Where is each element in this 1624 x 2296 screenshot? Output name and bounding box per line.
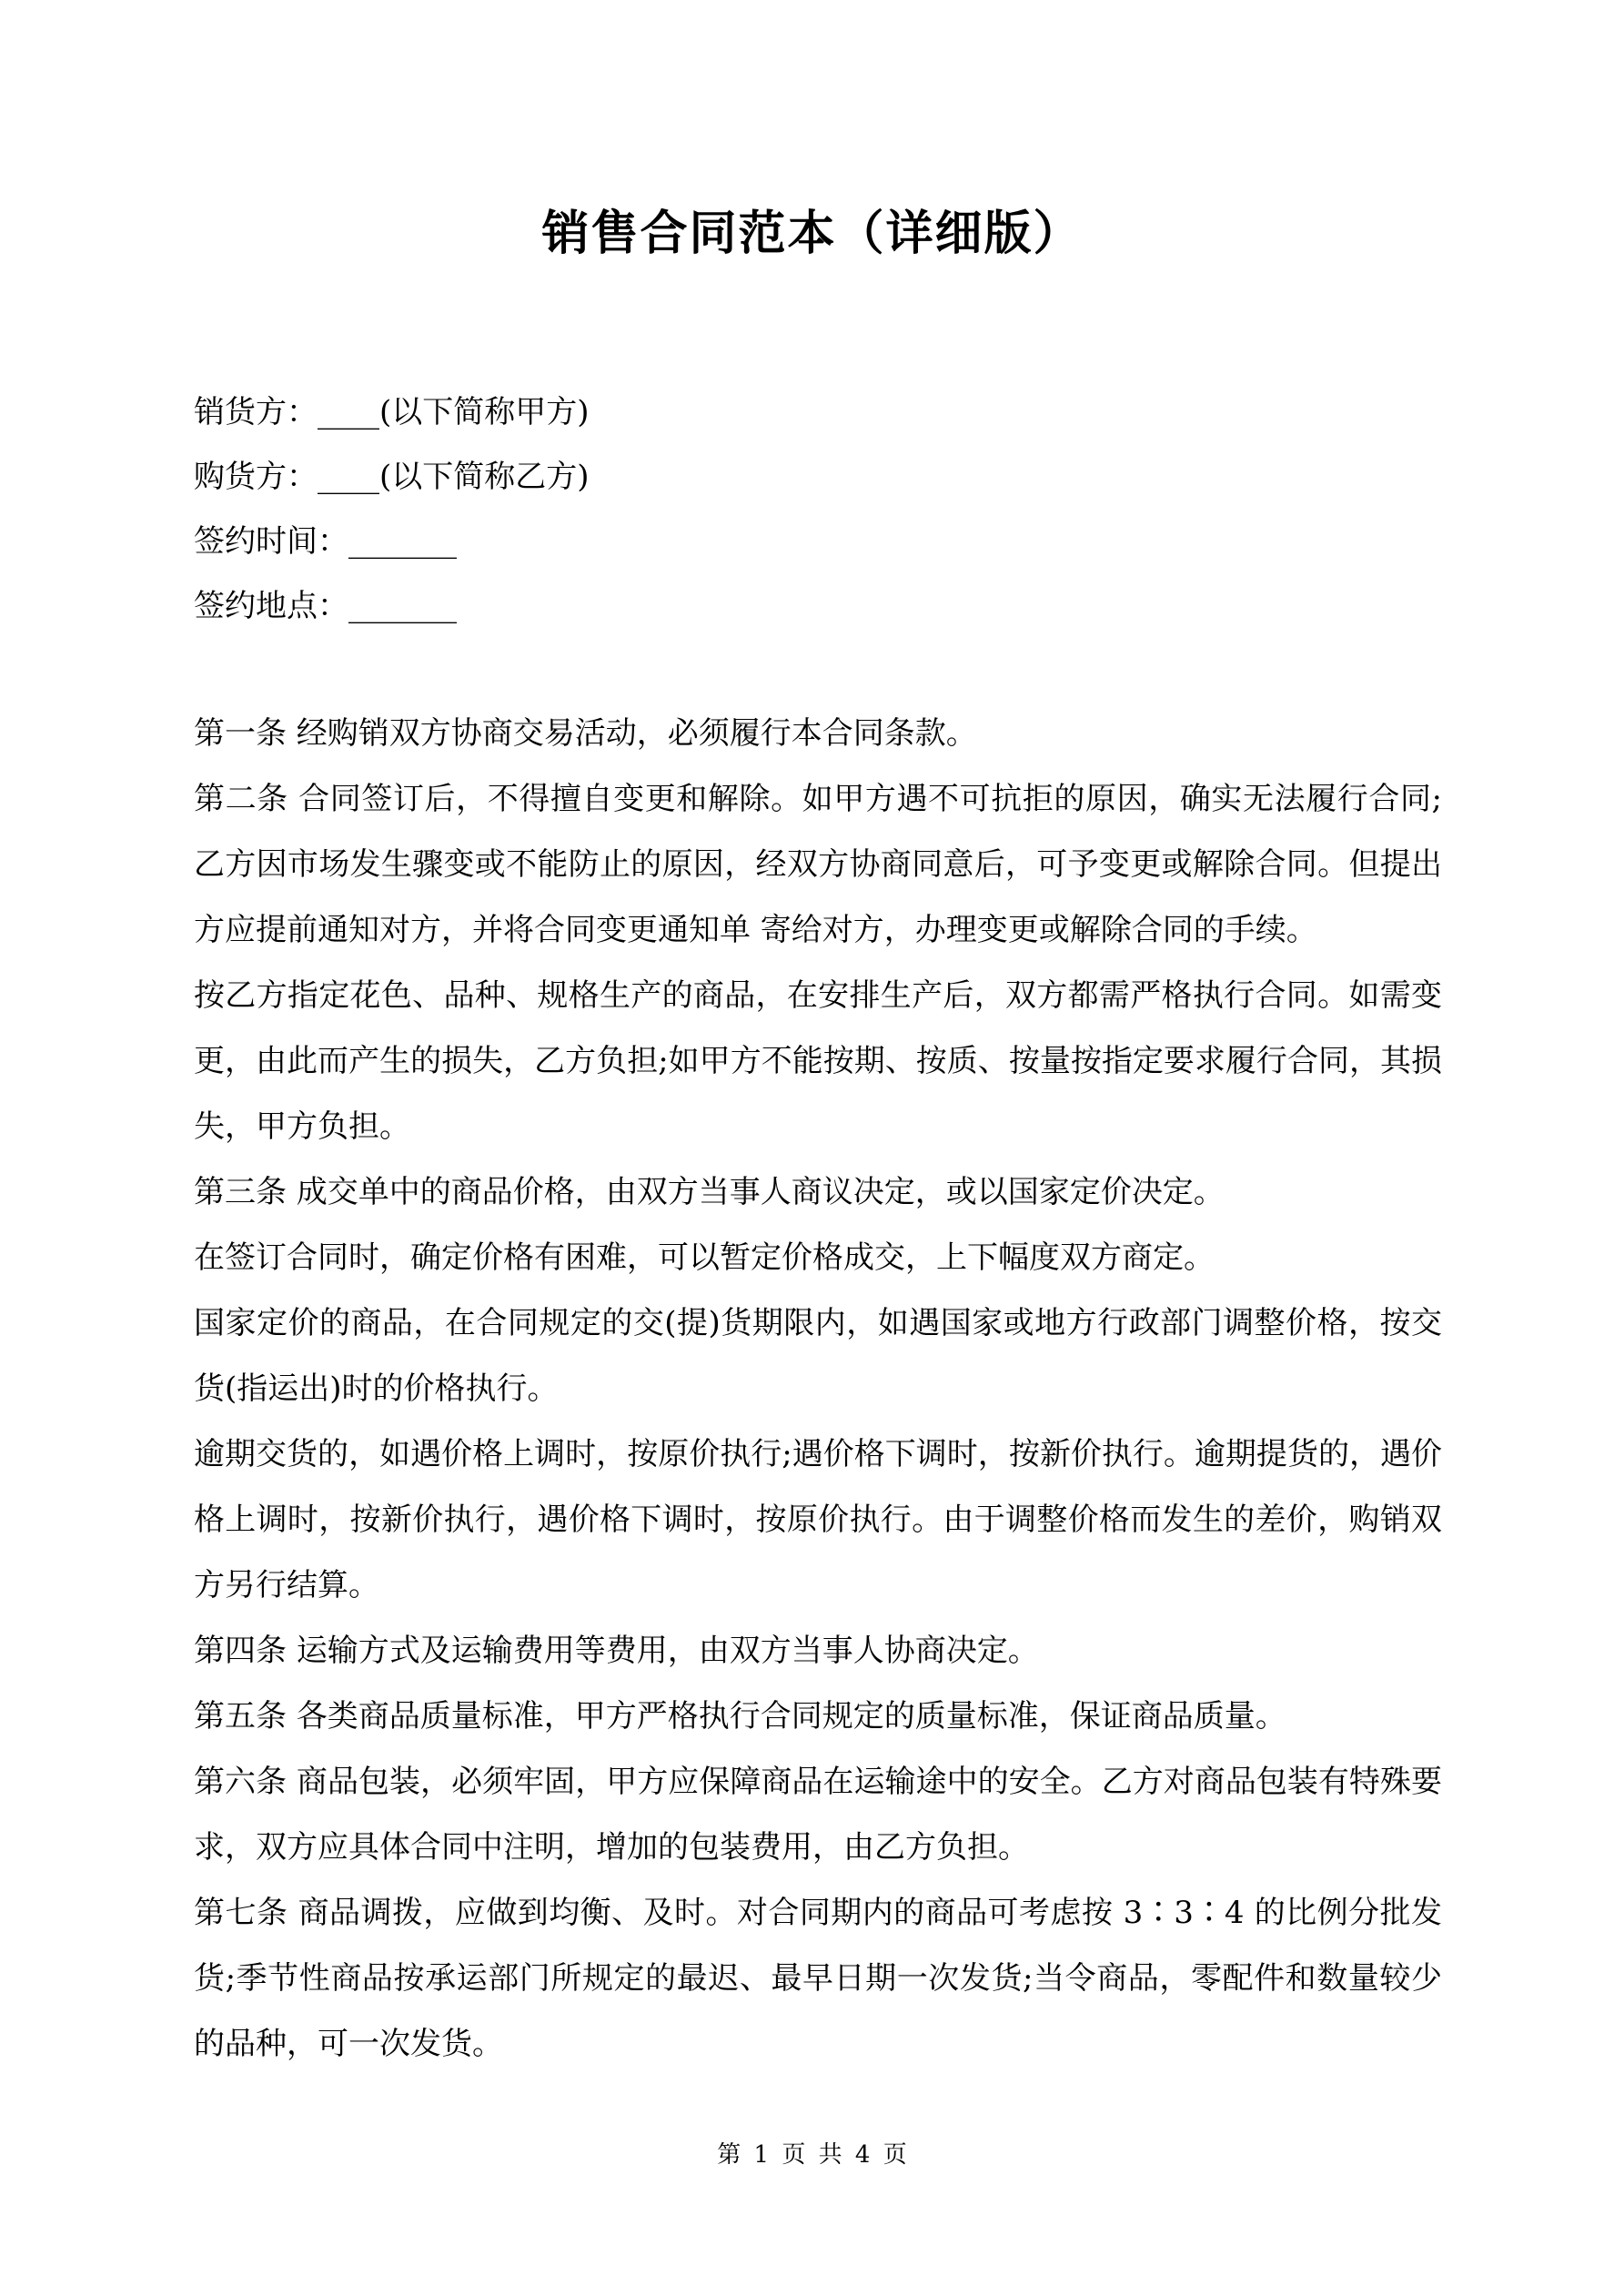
document-title: 销售合同范本（详细版） — [541, 206, 1083, 261]
article-3-paragraph-2: 在签订合同时，确定价格有困难，可以暂定价格成交，上下幅度双方商定。 — [194, 1239, 1215, 1276]
article-4: 第四条 运输方式及运输费用等费用，由双方当事人协商决定。 — [194, 1633, 1039, 1669]
article-3-paragraph-3: 国家定价的商品，在合同规定的交(提)货期限内，如遇国家或地方行政部门调整价格，按交货(指运出)时的价格执行。 — [194, 1305, 1442, 1407]
signing-place-line: 签约地点：_______ — [194, 588, 457, 624]
article-5: 第五条 各类商品质量标准，甲方严格执行合同规定的质量标准，保证商品质量。 — [194, 1698, 1286, 1735]
article-7: 第七条 商品调拨，应做到均衡、及时。对合同期内的商品可考虑按 3∶3∶4 的比例分批发货;季节性商品按承运部门所规定的最迟、最早日期一次发货;当令商品，零配件和数量较少的品种，可一次发货。 — [194, 1895, 1442, 2062]
buyer-line: 购货方：____(以下简称乙方) — [194, 459, 590, 495]
article-2: 第二条 合同签订后，不得擅自变更和解除。如甲方遇不可抗拒的原因，确实无法履行合同;乙方因市场发生骤变或不能防止的原因，经双方协商同意后，可予变更或解除合同。但提出方应提前通知对方，并将合同变更通知单 寄给对方，办理变更或解除合同的手续。 — [194, 781, 1442, 948]
article-3-paragraph-4: 逾期交货的，如遇价格上调时，按原价执行;遇价格下调时，按新价执行。逾期提货的，遇价格上调时，按新价执行，遇价格下调时，按原价执行。由于调整价格而发生的差价，购销双方另行结算。 — [194, 1436, 1442, 1603]
signing-time-line: 签约时间：_______ — [194, 523, 457, 560]
article-1: 第一条 经购销双方协商交易活动，必须履行本合同条款。 — [194, 715, 977, 752]
article-3: 第三条 成交单中的商品价格，由双方当事人商议决定，或以国家定价决定。 — [194, 1174, 1225, 1210]
seller-line: 销货方：____(以下简称甲方) — [194, 394, 590, 430]
contract-body — [194, 701, 1442, 2077]
article-6: 第六条 商品包装，必须牢固，甲方应保障商品在运输途中的安全。乙方对商品包装有特殊要求，双方应具体合同中注明，增加的包装费用，由乙方负担。 — [194, 1764, 1442, 1866]
article-2-paragraph-2: 按乙方指定花色、品种、规格生产的商品，在安排生产后，双方都需严格执行合同。如需变更，由此而产生的损失，乙方负担;如甲方不能按期、按质、按量按指定要求履行合同，其损失，甲方负担。 — [194, 977, 1442, 1145]
page-footer: 第 1 页 共 4 页 — [717, 2141, 907, 2169]
contract-header — [194, 380, 1449, 639]
